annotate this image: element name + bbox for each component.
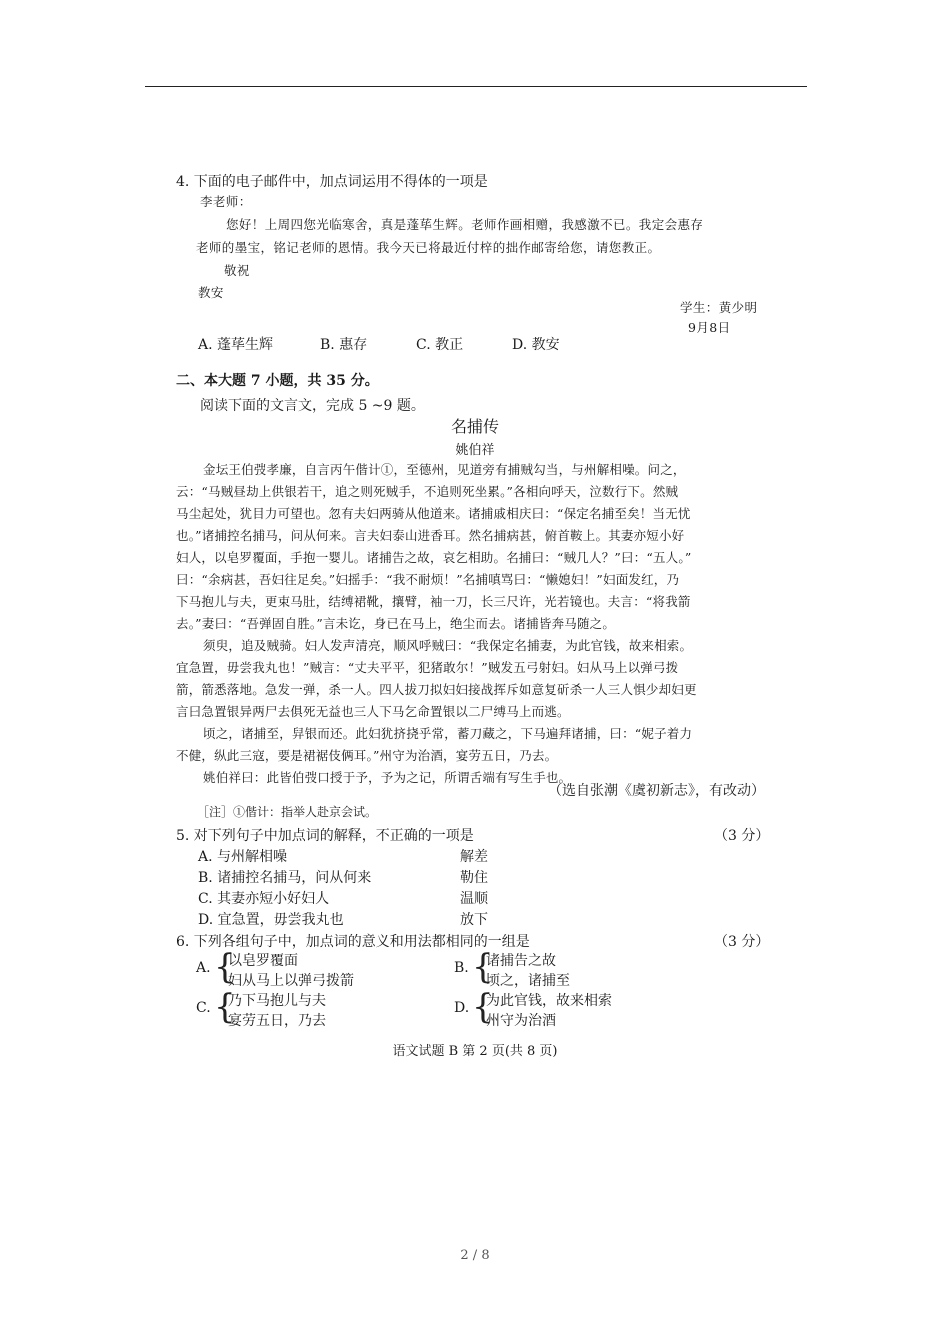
passage-line-11: 箭，箭悉落地。急发一弹，杀一人。四人拔刀拟妇妇接战挥斥如意复斫杀一人三人惧少却妇更: [176, 682, 697, 697]
passage-line-2: 云：“马贼昼劫上供银若干，追之则死贼手，不追则死坐累。”各相向呼天，泣数行下。然贼: [176, 484, 679, 499]
question5-stem: 5. 对下列句子中加点词的解释，不正确的一项是: [176, 828, 474, 844]
question5-score: （3 分）: [714, 828, 770, 844]
passage-title: 名捕传: [450, 417, 499, 436]
brace-icon: {: [472, 987, 494, 1027]
passage-source: （选自张潮《虞初新志》，有改动）: [548, 783, 765, 799]
letter-date: 9月8日: [688, 320, 731, 335]
passage-line-15: 姚伯祥曰：此皆伯弢口授于予，予为之记，所谓舌端有写生手也。: [203, 770, 572, 785]
question4-stem: 4. 下面的电子邮件中，加点词运用不得体的一项是: [176, 174, 488, 190]
q6-option-c-line2: 宴劳五日，乃去: [228, 1013, 326, 1029]
q4-option-a[interactable]: A. 蓬荜生辉: [198, 337, 274, 353]
section2-instruction: 阅读下面的文言文，完成 5 ~9 题。: [200, 398, 425, 414]
brace-icon: {: [472, 947, 494, 987]
passage-line-9: 须臾，追及贼骑。妇人发声清亮，顺风呼贼曰：“我保定名捕妻，为此官钱，故来相索。: [203, 638, 693, 653]
q6-option-a-line2: 妇从马上以弹弓拨箭: [228, 973, 354, 989]
letter-greeting: 李老师：: [200, 194, 252, 209]
q6-option-a-line1: 以皂罗覆面: [228, 953, 298, 969]
passage-author: 姚伯祥: [455, 443, 495, 458]
letter-closing1: 敬祝: [224, 263, 250, 278]
q4-option-b[interactable]: B. 惠存: [320, 337, 368, 353]
q5-option-d[interactable]: D. 宜急置，毋尝我丸也: [198, 912, 344, 928]
question6-stem: 6. 下列各组句子中，加点词的意义和用法都相同的一组是: [176, 934, 530, 950]
passage-line-1: 金坛王伯弢孝廉，自言丙午偕计①，至德州，见道旁有捕贼勾当，与州解相噪。问之，: [203, 462, 686, 477]
letter-closing2: 教安: [198, 285, 224, 300]
q5-option-d-meaning: 放下: [460, 912, 488, 928]
q4-option-d[interactable]: D. 教安: [512, 337, 560, 353]
page-number: 2 / 8: [460, 1248, 490, 1263]
q5-option-a-meaning: 解差: [460, 849, 488, 865]
letter-line2: 老师的墨宝，铭记老师的恩情。我今天已将最近付梓的拙作邮寄给您，请您教正。: [196, 240, 661, 255]
section2-heading: 二、本大题 7 小题，共 35 分。: [176, 373, 379, 389]
q6-option-d-line1: 为此官钱，故来相索: [486, 993, 612, 1009]
q6-option-d-line2: 州守为治酒: [486, 1013, 556, 1029]
brace-icon: {: [214, 947, 236, 987]
passage-line-4: 也。”诸捕控名捕马，问从何来。言夫妇泰山进香耳。然名捕病甚，俯首鞍上。其妻亦短小好: [176, 528, 685, 543]
q5-option-a[interactable]: A. 与州解相噪: [198, 849, 288, 865]
q4-option-c[interactable]: C. 教正: [416, 337, 464, 353]
q6-option-b-line2: 顷之，诸捕至: [486, 973, 570, 989]
passage-line-13: 顷之，诸捕至，舁银而还。此妇犹挤挠乎常，蓄刀藏之，下马遍拜诸捕，曰：“妮子着力: [203, 726, 693, 741]
q6-option-a-letter[interactable]: A.: [196, 960, 211, 976]
q6-option-c-letter[interactable]: C.: [196, 1000, 211, 1016]
q6-option-c-line1: 乃下马抱儿与夫: [228, 993, 326, 1009]
letter-signature: 学生：黄少明: [680, 300, 758, 315]
letter-line1: 您好！上周四您光临寒舍，真是蓬荜生辉。老师作画相赠，我感激不已。我定会惠存: [226, 217, 704, 232]
passage-line-7: 下马抱儿与夫，更束马肚，结缚裙靴，攘臂，袖一刀，长三尺许，光若镜也。夫言：“将我箭: [176, 594, 691, 609]
passage-line-6: 曰：“余病甚，吾妇往足矣。”妇摇手：“我不耐烦！”名捕嗔骂曰：“懒媳妇！”妇面发红，乃: [176, 572, 680, 587]
q5-option-c-meaning: 温顺: [460, 891, 488, 907]
passage-line-14: 不健，纵此三寇，要是裙裾伎俩耳。”州守为治酒，宴劳五日，乃去。: [176, 748, 558, 763]
q5-option-c[interactable]: C. 其妻亦短小好妇人: [198, 891, 330, 907]
question6-score: （3 分）: [714, 934, 770, 950]
passage-note: ［注］①偕计：指举人赴京会试。: [197, 805, 378, 819]
q6-option-b-line1: 诸捕告之故: [486, 953, 556, 969]
passage-line-10: 宜急置，毋尝我丸也！”贼言：“丈夫平平，犯猪敢尔！”贼发五弓射妇。妇从马上以弹弓拨: [176, 660, 679, 675]
page-footer: 语文试题 B 第 2 页(共 8 页): [392, 1044, 558, 1059]
brace-icon: {: [214, 987, 236, 1027]
passage-line-3: 马尘起处，犹目力可望也。忽有夫妇两骑从他道来。诸捕戚相庆曰：“保定名捕至矣！当无忧: [176, 506, 691, 521]
q5-option-b[interactable]: B. 诸捕控名捕马，问从何来: [198, 870, 372, 886]
passage-line-5: 妇人，以皂罗覆面，手抱一婴儿。诸捕告之故，哀乞相助。名捕曰：“贼几人？”曰：“五人。”: [176, 550, 692, 565]
q6-option-d-letter[interactable]: D.: [454, 1000, 470, 1016]
passage-line-12: 言曰急置银异两尸去俱死无益也三人下马乞命置银以二尸缚马上而逃。: [176, 704, 570, 719]
passage-line-8: 去。”妻曰：“吾弹固自胜。”言未讫，身已在马上，绝尘而去。诸捕皆奔马随之。: [176, 616, 616, 631]
q5-option-b-meaning: 勒住: [460, 870, 488, 886]
top-rule: [145, 86, 807, 87]
q6-option-b-letter[interactable]: B.: [454, 960, 469, 976]
